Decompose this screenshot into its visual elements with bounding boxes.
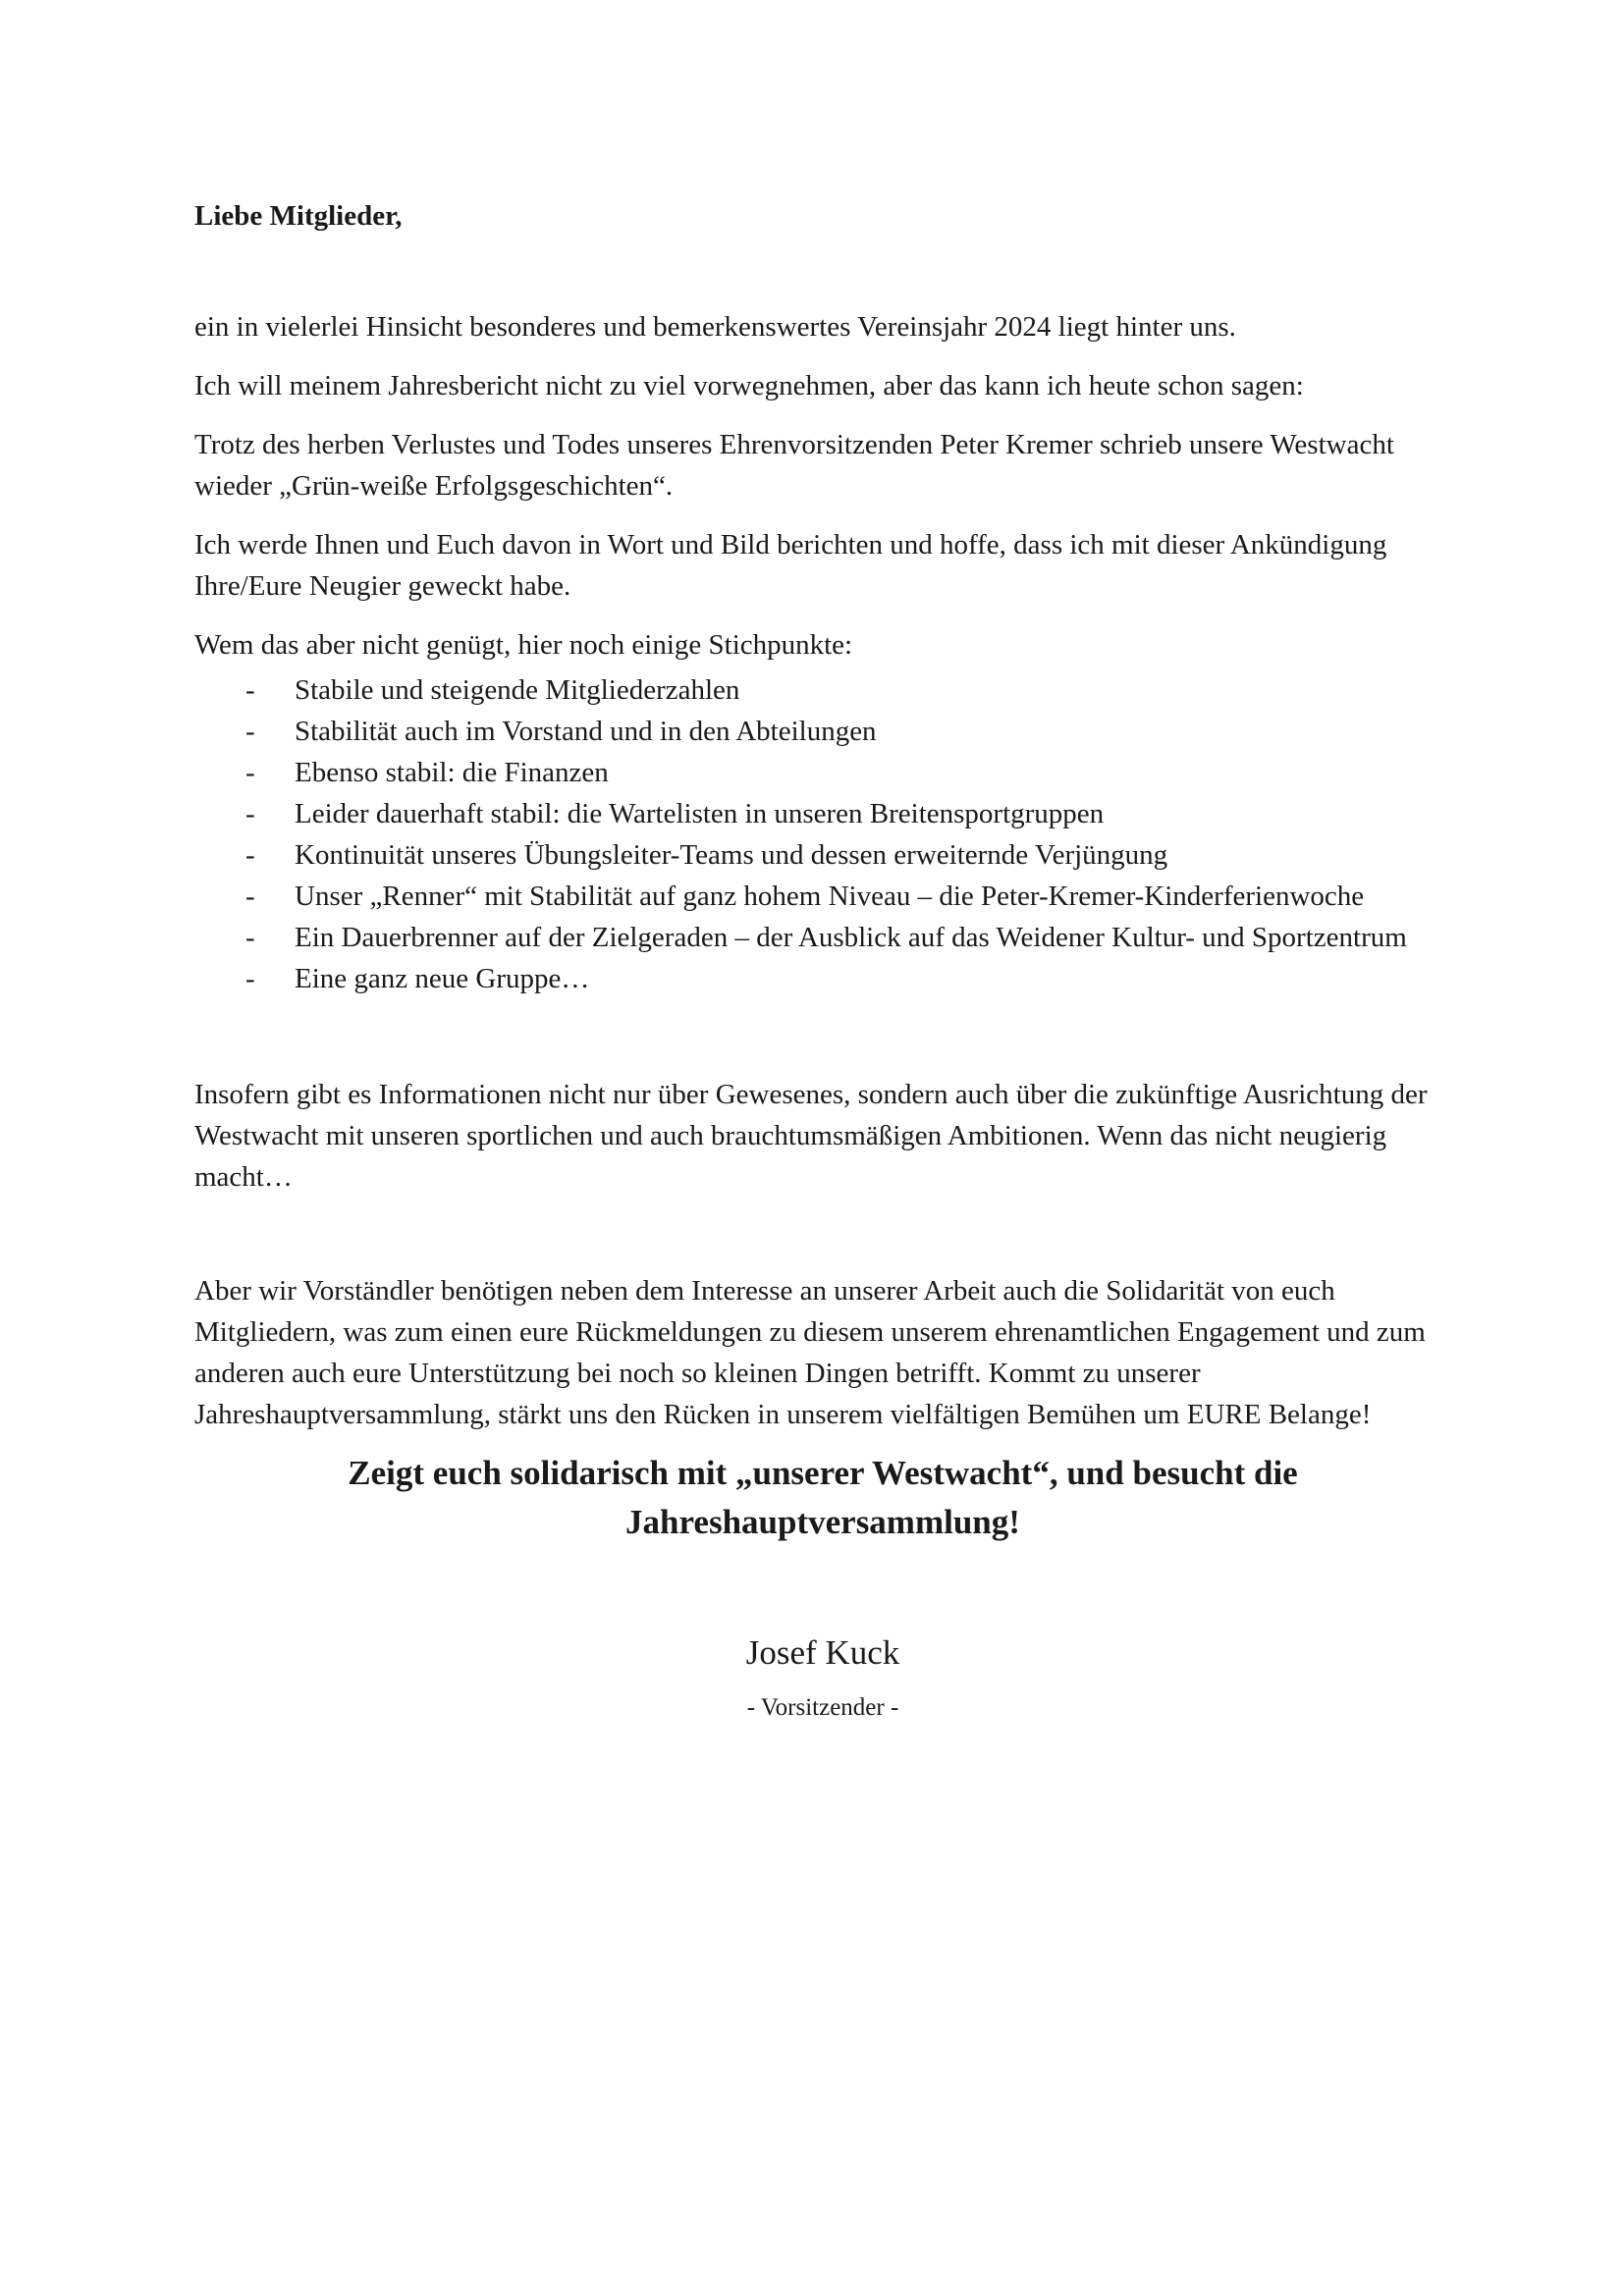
paragraph-intro: ein in vielerlei Hinsicht besonderes und bemerkenswertes Vereinsjahr 2024 liegt hinter uns. [194,311,1236,343]
paragraph-curiosity: Ich werde Ihnen und Euch davon in Wort und Bild berichten und hoffe, dass ich mit dieser Ankündigung Ihre/Eure Neugier geweckt habe. [194,529,1387,602]
list-item-text: Ebenso stabil: die Finanzen [295,757,609,788]
paragraph-success-stories: Trotz des herben Verlustes und Todes unseres Ehrenvorsitzenden Peter Kremer schrieb unsere Westwacht wieder „Grün-weiße Erfolgsgeschichten“. [194,429,1394,502]
list-item-text: Eine ganz neue Gruppe… [295,963,590,994]
paragraph-outlook: Insofern gibt es Informationen nicht nur über Gewesenes, sondern auch über die zukünftige Ausrichtung der Westwacht mit unseren sportlichen und auch brauchtumsmäßigen Ambitionen. Wenn das nicht neugierig macht… [194,1079,1428,1193]
list-item [194,958,1451,999]
signature-role: - Vorsitzender - [746,1694,899,1721]
list-item-text: Stabilität auch im Vorstand und in den Abteilungen [295,716,877,747]
bullet-dash: - [245,674,255,706]
list-item [194,876,1451,917]
bullet-dash: - [245,757,255,788]
bullet-dash: - [245,716,255,747]
spacer [194,1198,1451,1270]
paragraph-solidarity: Aber wir Vorständler benötigen neben dem Interesse an unserer Arbeit auch die Solidarität von euch Mitgliedern, was zum einen eure Rückmeldungen zu diesem unserem ehrenamtlichen Engagement und zum anderen auch eure Unterstützung bei noch so kleinen Dingen betrifft. Kommt zu unserer Jahreshauptversammlung, stärkt uns den Rücken in unserem vielfältigen Bemühen um EURE Belange! [194,1275,1426,1430]
list-item-text: Stabile und steigende Mitgliederzahlen [295,674,740,706]
bullet-dash: - [245,922,255,953]
list-item [194,752,1451,793]
bullet-dash: - [245,839,255,871]
letter-page [194,187,1451,1724]
list-item [194,793,1451,834]
bullet-dash: - [245,881,255,912]
paragraph-report-preview: Ich will meinem Jahresbericht nicht zu viel vorwegnehmen, aber das kann ich heute schon sagen: [194,370,1304,401]
spacer [194,236,1451,306]
bullet-dash: - [245,963,255,994]
signature-name: Josef Kuck [745,1633,900,1672]
list-item-text: Unser „Renner“ mit Stabilität auf ganz hohem Niveau – die Peter-Kremer-Kinderferienwoche [295,881,1365,912]
list-item-text: Ein Dauerbrenner auf der Zielgeraden – der Ausblick auf das Weidener Kultur- und Sportzentrum [295,922,1407,953]
list-item [194,711,1451,752]
list-item-text: Leider dauerhaft stabil: die Wartelisten in unseren Breitensportgruppen [295,798,1105,829]
list-item [194,917,1451,958]
letter-greeting: Liebe Mitglieder, [194,200,403,232]
keypoints-list [194,669,1451,999]
list-item [194,834,1451,876]
call-to-action: Zeigt euch solidarisch mit „unserer Westwacht“, und besucht die Jahreshauptversammlung! [348,1454,1298,1541]
spacer [194,999,1451,1074]
list-item-text: Kontinuität unseres Übungsleiter-Teams und dessen erweiternde Verjüngung [295,839,1168,871]
paragraph-keypoints-intro: Wem das aber nicht genügt, hier noch einige Stichpunkte: [194,629,853,661]
list-item [194,669,1451,711]
bullet-dash: - [245,798,255,829]
